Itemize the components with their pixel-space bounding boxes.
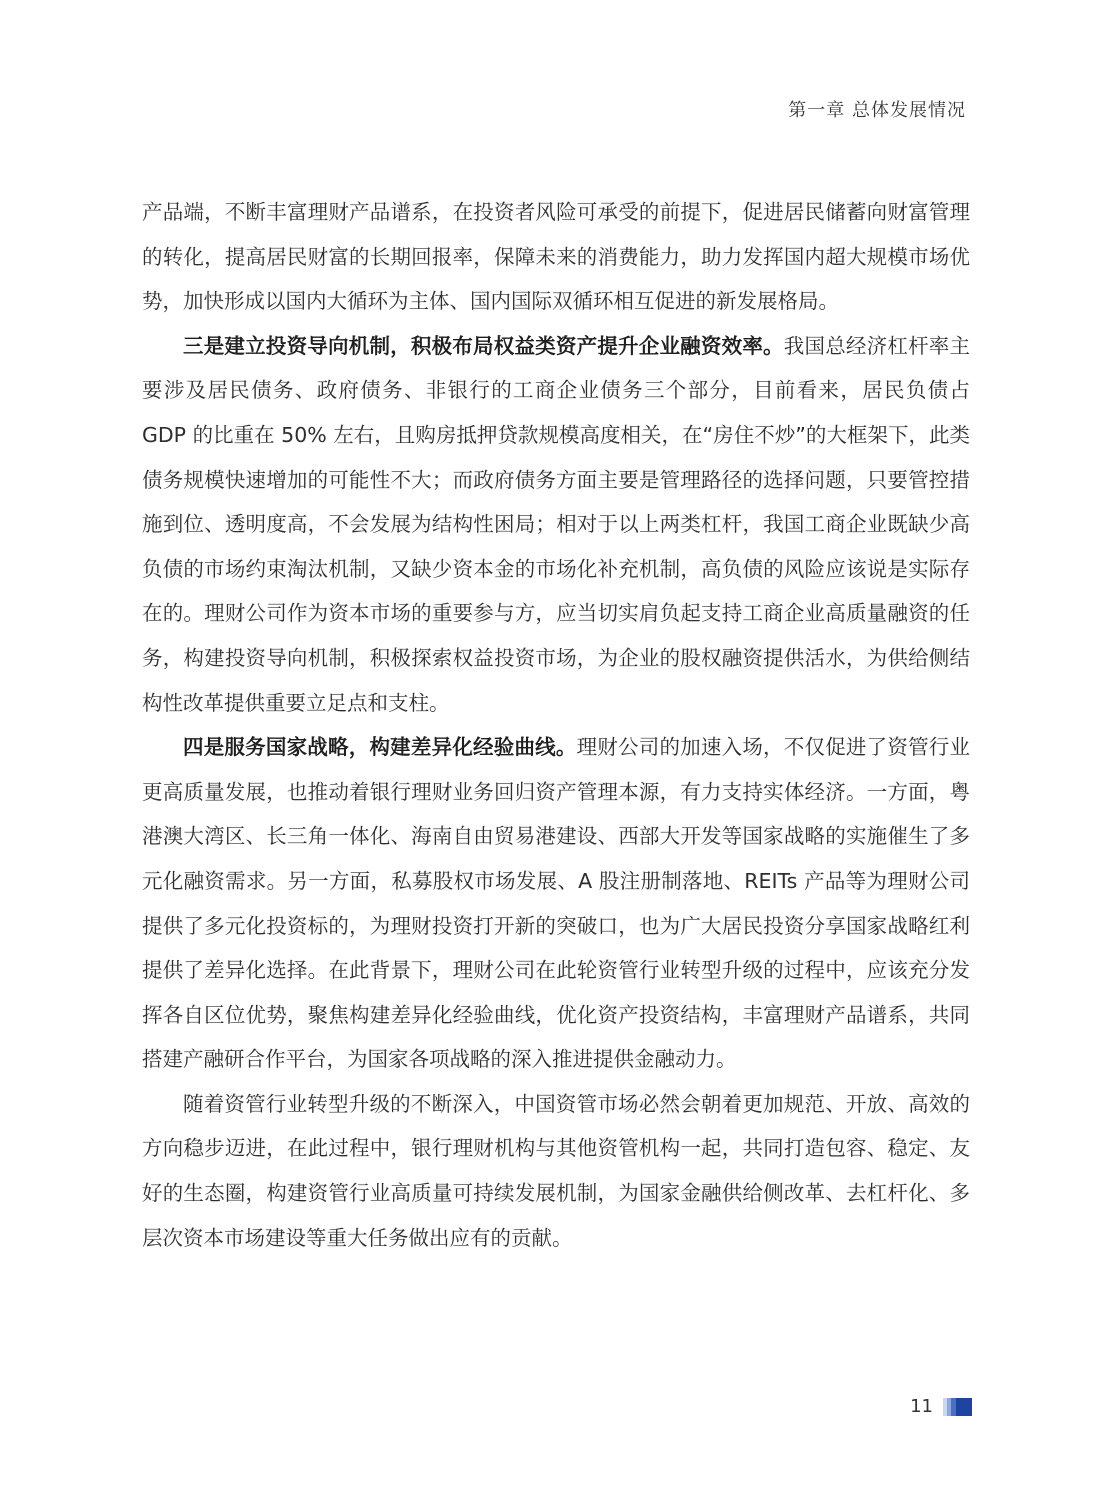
- chapter-header: 第一章 总体发展情况: [788, 100, 966, 121]
- paragraph-continuation: [142, 190, 970, 324]
- paragraph-text: 理财公司的加速入场，不仅促进了资管行业更高质量发展，也推动着银行理财业务回归资产管理本源，有力支持实体经济。一方面，粤港澳大湾区、长三角一体化、海南自由贸易港建设、西部大开发等国家战略的实施催生了多元化融资需求。另一方面，私募股权市场发展、A 股注册制落地、REITs 产品等为理财公司提供了多元化投资标的，为理财投资打开新的突破口，也为广大居民投资分享国家战略红利提供了差异化选择。在此背景下，理财公司在此轮资管行业转型升级的过程中，应该充分发挥各自区位优势，聚焦构建差异化经验曲线，优化资产投资结构，丰富理财产品谱系，共同搭建产融研合作平台，为国家各项战略的深入推进提供金融动力。: [142, 735, 971, 1072]
- page-number: 11: [910, 1396, 933, 1417]
- paragraph-conclusion: [142, 1082, 970, 1260]
- paragraph-lead: 四是服务国家战略，构建差异化经验曲线。: [183, 735, 577, 760]
- paragraph-text: 我国总经济杠杆率主要涉及居民债务、政府债务、非银行的工商企业债务三个部分，目前看来，居民负债占 GDP 的比重在 50% 左右，且购房抵押贷款规模高度相关，在“房住不炒”的大框架下，此类债务规模快速增加的可能性不大；而政府债务方面主要是管理路径的选择问题，只要管控措施到位、透明度高，不会发展为结构性困局；相对于以上两类杠杆，我国工商企业既缺少高负债的市场约束淘汰机制，又缺少资本金的市场化补充机制，高负债的风险应该说是实际存在的。理财公司作为资本市场的重要参与方，应当切实肩负起支持工商企业高质量融资的任务，构建投资导向机制，积极探索权益投资市场，为企业的股权融资提供活水，为供给侧结构性改革提供重要立足点和支柱。: [142, 333, 971, 715]
- page-mark-decoration: [943, 1398, 972, 1416]
- paragraph-lead: 三是建立投资导向机制，积极布局权益类资产提升企业融资效率。: [183, 333, 784, 358]
- paragraph-text: 产品端，不断丰富理财产品谱系，在投资者风险可承受的前提下，促进居民储蓄向财富管理的转化，提高居民财富的长期回报率，保障未来的消费能力，助力发挥国内超大规模市场优势，加快形成以国内大循环为主体、国内国际双循环相互促进的新发展格局。: [142, 200, 970, 314]
- paragraph-three: [142, 324, 970, 725]
- paragraph-text: 随着资管行业转型升级的不断深入，中国资管市场必然会朝着更加规范、开放、高效的方向稳步迈进，在此过程中，银行理财机构与其他资管机构一起，共同打造包容、稳定、友好的生态圈，构建资管行业高质量可持续发展机制，为国家金融供给侧改革、去杠杆化、多层次资本市场建设等重大任务做出应有的贡献。: [142, 1091, 970, 1250]
- body-text: [142, 190, 970, 1260]
- page-footer: [910, 1396, 972, 1417]
- paragraph-four: [142, 725, 970, 1082]
